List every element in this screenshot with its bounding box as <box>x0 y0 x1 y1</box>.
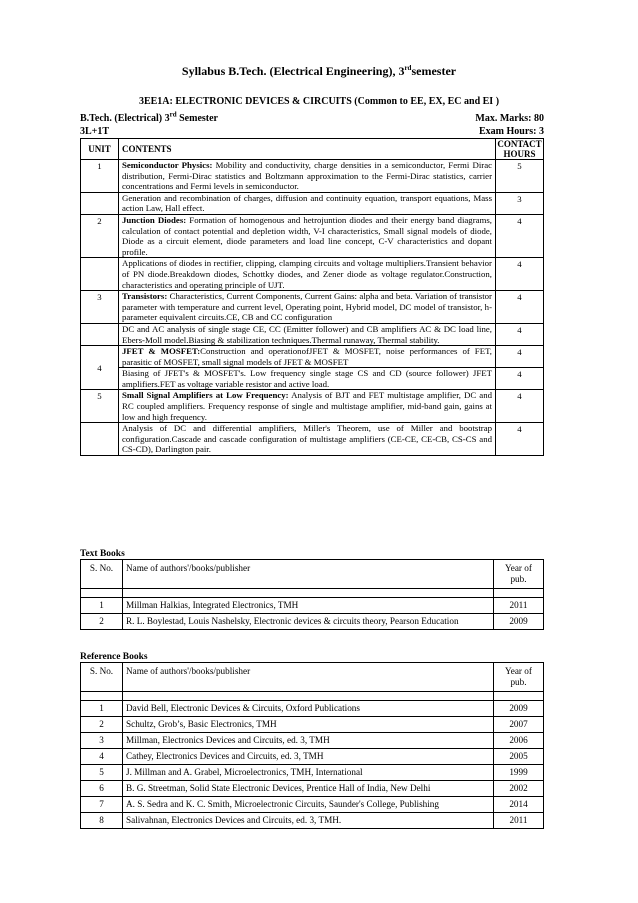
contents-header: CONTENTS <box>119 139 496 160</box>
text-books-heading: Text Books <box>80 549 125 559</box>
hours-cell: 4 <box>496 390 544 423</box>
book-row <box>81 614 544 630</box>
syllabus-table <box>80 138 544 456</box>
hours-cell: 4 <box>496 291 544 324</box>
contents-cell <box>119 423 496 456</box>
topic-text: Analysis of DC and differential amplifiers, Miller's Theorem, use of Miller and bootstrap configuration.Cascade and cascade configuration of multistage amplifiers (CE-CE, CE-CB, CS-CS and CS-CD), Darlington pair. <box>122 423 492 455</box>
topic-text: Characteristics, Current Components, Current Gains: alpha and beta. Variation of transistor parameter with temperature and current level, Operating point, Hybrid model, DC model of transistor, h-parameter equivalent circuits.CE, CB and CC configuration <box>122 291 492 323</box>
reference-books-heading: Reference Books <box>80 652 148 662</box>
syllabus-row <box>81 258 544 291</box>
hours-header-line-1: CONTACT <box>497 139 542 149</box>
topic-title: Transistors: <box>122 291 168 302</box>
book-sno: 1 <box>81 701 123 717</box>
hours-cell: 4 <box>496 346 544 368</box>
title-suffix: semester <box>411 64 457 78</box>
unit-cell <box>81 423 119 456</box>
title-text: Syllabus B.Tech. (Electrical Engineering), 3 <box>181 64 405 78</box>
book-name: B. G. Streetman, Solid State Electronic Devices, Prentice Hall of India, New Delhi <box>123 781 494 797</box>
book-year: 2006 <box>494 733 544 749</box>
syllabus-row <box>81 346 544 368</box>
book-name: A. S. Sedra and K. C. Smith, Microelectronic Circuits, Saunder's College, Publishing <box>123 797 494 813</box>
book-name: Cathey, Electronics Devices and Circuits, ed. 3, TMH <box>123 749 494 765</box>
contents-cell <box>119 346 496 368</box>
book-name: Schultz, Grob’s, Basic Electronics, TMH <box>123 717 494 733</box>
spacer-cell <box>494 692 544 701</box>
name-header: Name of authors'/books/publisher <box>123 663 494 692</box>
book-row <box>81 765 544 781</box>
text-books-table <box>80 559 544 630</box>
syllabus-row <box>81 160 544 193</box>
book-row <box>81 598 544 614</box>
book-row <box>81 813 544 829</box>
contents-cell <box>119 390 496 423</box>
reference-books-body <box>81 663 544 829</box>
spacer-cell <box>123 589 494 598</box>
book-sno: 8 <box>81 813 123 829</box>
book-year: 2009 <box>494 701 544 717</box>
course-superscript: rd <box>169 110 177 119</box>
books-header-row <box>81 560 544 589</box>
book-year: 2011 <box>494 598 544 614</box>
book-year: 2005 <box>494 749 544 765</box>
syllabus-body <box>81 160 544 456</box>
hours-cell: 4 <box>496 323 544 345</box>
topic-text: Analysis of BJT and FET multistage amplifier, DC and RC coupled amplifiers. Frequency response of single and multistage amplifier, mid-band gain, gains at low and high frequency. <box>122 390 492 422</box>
topic-text: Applications of diodes in rectifier, clipping, clamping circuits and voltage multipliers.Transient behavior of PN diode.Breakdown diodes, Schottky diodes, and Zener diode as voltage regulator.Construction, characteristics and operating principle of UJT. <box>122 258 492 290</box>
syllabus-row <box>81 323 544 345</box>
unit-cell: 5 <box>81 390 119 423</box>
spacer-cell <box>81 589 123 598</box>
topic-text: DC and AC analysis of single stage CE, CC (Emitter follower) and CB amplifiers AC & DC load line, Ebers-Moll model.Biasing & stabilization techniques.Thermal runaway, Thermal stability. <box>122 323 492 345</box>
book-sno: 1 <box>81 598 123 614</box>
hours-cell: 4 <box>496 368 544 390</box>
hours-cell: 3 <box>496 192 544 214</box>
book-year: 2014 <box>494 797 544 813</box>
spacer-cell <box>81 692 123 701</box>
page-title <box>0 64 638 79</box>
syllabus-row <box>81 291 544 324</box>
book-year: 1999 <box>494 765 544 781</box>
books-spacer-row <box>81 589 544 598</box>
sno-header: S. No. <box>81 663 123 692</box>
book-sno: 3 <box>81 733 123 749</box>
book-name: Salivahnan, Electronics Devices and Circuits, ed. 3, TMH. <box>123 813 494 829</box>
hours-cell: 5 <box>496 160 544 193</box>
hours-cell: 4 <box>496 258 544 291</box>
syllabus-row <box>81 214 544 257</box>
topic-text: Mobility and conductivity, charge densities in a semiconductor, Fermi Dirac distribution, Fermi-Dirac statistics and Boltzmann approximation to the Fermi-Dirac statistics, carrier concentrations and Fermi levels in semiconductor. <box>122 160 493 192</box>
topic-text: Biasing of JFET's & MOSFET's. Low frequency single stage CS and CD (source follower) JFET amplifiers.FET as voltage variable resistor and active load. <box>122 368 492 389</box>
sno-header: S. No. <box>81 560 123 589</box>
max-marks: Max. Marks: 80 <box>475 113 544 124</box>
book-sno: 6 <box>81 781 123 797</box>
syllabus-row <box>81 368 544 390</box>
book-sno: 2 <box>81 614 123 630</box>
name-header: Name of authors'/books/publisher <box>123 560 494 589</box>
book-year: 2007 <box>494 717 544 733</box>
course-load: 3L+1T <box>80 126 110 137</box>
course-name <box>80 110 218 124</box>
course-name-text: B.Tech. (Electrical) 3 <box>80 113 170 124</box>
course-name-suffix: Semester <box>176 113 218 124</box>
course-subtitle: 3EE1A: ELECTRONIC DEVICES & CIRCUITS (Common to EE, EX, EC and EI ) <box>138 96 500 107</box>
spacer-cell <box>123 692 494 701</box>
syllabus-row <box>81 390 544 423</box>
hours-cell: 4 <box>496 214 544 257</box>
book-row <box>81 797 544 813</box>
books-spacer-row <box>81 692 544 701</box>
course-meta-row-2 <box>80 126 544 137</box>
books-header-row <box>81 663 544 692</box>
book-name: Millman Halkias, Integrated Electronics, TMH <box>123 598 494 614</box>
contents-cell <box>119 258 496 291</box>
unit-cell: 2 <box>81 214 119 257</box>
contents-cell <box>119 214 496 257</box>
book-year: 2002 <box>494 781 544 797</box>
book-name: J. Millman and A. Grabel, Microelectronics, TMH, International <box>123 765 494 781</box>
unit-cell <box>81 323 119 345</box>
topic-text: Generation and recombination of charges, diffusion and continuity equation, transport equations, Mass action Law, Hall effect. <box>122 192 492 214</box>
exam-hours: Exam Hours: 3 <box>479 126 544 137</box>
contents-cell <box>119 192 496 214</box>
book-year: 2011 <box>494 813 544 829</box>
year-header: Year of pub. <box>494 560 544 589</box>
topic-text: Construction and operationofJFET & MOSFET, noise performances of FET, parasitic of MOSFET, small signal models of JFET & MOSFET <box>122 346 492 367</box>
hours-header-line-2: HOURS <box>503 149 536 159</box>
text-books-body <box>81 560 544 630</box>
book-row <box>81 717 544 733</box>
unit-cell <box>81 258 119 291</box>
topic-title: Semiconductor Physics: <box>122 160 213 170</box>
book-row <box>81 701 544 717</box>
unit-cell <box>81 192 119 214</box>
topic-text: Formation of homogenous and hetrojuntion diodes and their energy band diagrams, calculation of contact potential and depletion width, V-I characteristics, Small signal models of diode, Diode as a circuit element, diode parameters and load line concept, C-V characteristics and dopant profile. <box>122 214 492 257</box>
unit-header: UNIT <box>81 139 119 160</box>
book-year: 2009 <box>494 614 544 630</box>
syllabus-row <box>81 192 544 214</box>
book-name: R. L. Boylestad, Louis Nashelsky, Electronic devices & circuits theory, Pearson Education <box>123 614 494 630</box>
book-name: David Bell, Electronic Devices & Circuits, Oxford Publications <box>123 701 494 717</box>
syllabus-header-row <box>81 139 544 160</box>
course-meta-row-1 <box>80 110 544 124</box>
title-superscript: rd <box>404 64 412 72</box>
book-sno: 5 <box>81 765 123 781</box>
contents-cell <box>119 160 496 193</box>
contents-cell <box>119 323 496 345</box>
book-row <box>81 781 544 797</box>
topic-title: Small Signal Amplifiers at Low Frequency: <box>122 390 289 401</box>
year-header: Year of pub. <box>494 663 544 692</box>
book-sno: 7 <box>81 797 123 813</box>
unit-cell: 3 <box>81 291 119 324</box>
book-row <box>81 749 544 765</box>
hours-header <box>496 139 544 160</box>
book-sno: 4 <box>81 749 123 765</box>
reference-books-table <box>80 662 544 829</box>
spacer-cell <box>494 589 544 598</box>
unit-cell: 4 <box>81 346 119 390</box>
book-sno: 2 <box>81 717 123 733</box>
book-row <box>81 733 544 749</box>
syllabus-row <box>81 423 544 456</box>
topic-title: JFET & MOSFET: <box>122 346 201 357</box>
unit-cell: 1 <box>81 160 119 193</box>
hours-cell: 4 <box>496 423 544 456</box>
topic-title: Junction Diodes: <box>122 214 187 225</box>
book-name: Millman, Electronics Devices and Circuits, ed. 3, TMH <box>123 733 494 749</box>
contents-cell <box>119 291 496 324</box>
contents-cell <box>119 368 496 390</box>
